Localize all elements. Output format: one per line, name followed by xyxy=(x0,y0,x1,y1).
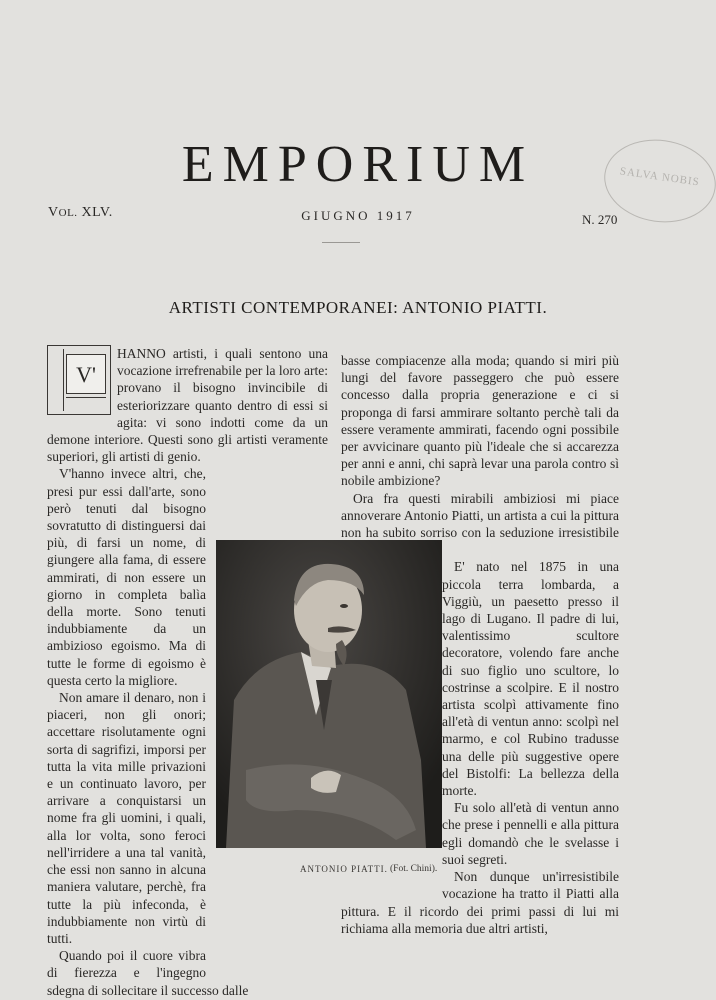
dropcap-border-left xyxy=(51,349,64,411)
dropcap-border-bottom xyxy=(66,397,106,410)
paragraph: Quando poi il cuore vibra di fierezza e l'ingegno sdegna di sollecitare il successo dalle xyxy=(47,948,249,998)
paragraph: E' nato nel 1875 in una piccola terra lombarda, a Viggiù, un paesetto presso il lago di Lugano. Il padre di lui, valentissimo scultore decoratore, volendo fare anche di suo figlio uno scultore, lo costrinse a scolpire. E il nostro artista scolpì attivamente fino all'età di ventun anno: scolpì nel marmo, e col Rubino tradusse una delle più suggestive opere del Bistolfi: La bellezza della morte. xyxy=(442,559,619,799)
paragraph: Ora fra questi mirabili ambiziosi mi piace annoverare Antonio Piatti, un artista a cui la pittura non ha subito sorriso con la seduzione irresistibile xyxy=(341,490,619,541)
photo-credit: (Fot. Chini). xyxy=(390,864,438,874)
dropcap-letter: V' xyxy=(66,354,106,394)
paragraph: Non dunque un'irresistibile vocazione ha tratto il Piatti alla pittura. E il ricordo dei primi passi di lui mi richiama alla memoria due altri artisti, xyxy=(341,869,619,936)
stamp-text: SALVA NOBIS xyxy=(619,165,701,189)
portrait-photo xyxy=(216,540,442,848)
issue-number: N. 270 xyxy=(582,212,618,227)
dropcap-ornament xyxy=(47,345,111,415)
header-rule xyxy=(322,242,360,243)
paragraph: Fu solo all'età di ventun anno che prese i pennelli e alla pittura egli domandò che le svelasse i suoi segreti. xyxy=(442,800,619,867)
paragraph: V'hanno invece altri, che, presi pur essi dall'arte, sono però tenuti dal bisogno sovratutto di distinguersi dai più, di farsi un nome, di giungere alla fama, di essere ammirati, di non essere un giorno in completa balìa della morte. Sono tenuti indubbiamente da un ambizioso egoismo. Ma di tutte le forme di egoismo è questa certo la migliore. xyxy=(47,466,206,688)
portrait-illustration xyxy=(216,540,442,848)
volume-number: XLV. xyxy=(81,205,113,220)
article-title: ARTISTI CONTEMPORANEI: ANTONIO PIATTI. xyxy=(168,298,548,317)
photo-caption: ANTONIO PIATTI. xyxy=(300,864,388,874)
paragraph: HANNO artisti, i quali sentono una vocazione irrefrenabile per la loro arte: provano il bisogno invincibile di esteriorizzare quanto dentro di essi si agita: vi sono indotti come da un demone interiore. Questi sono gli artisti veramente superiori, gli artisti di genio. xyxy=(47,346,329,465)
paragraph: Non amare il denaro, non i piaceri, non gli onori; accettare risolutamente ogni sorta di sagrifizi, imporsi per tutta la vita mille privazioni e un continuato lavoro, per arrivare a conquistarsi un nome fra gli uomini, i quali, alla lor volta, sono feroci nell'irridere a una tal vanità, che essi non sanno in alcuna maniera valutare, perchè, fra tutte la più infeconda, è indubbiamente non virtù di tutti. xyxy=(47,690,206,946)
volume-prefix: V xyxy=(48,205,59,220)
masthead-title: EMPORIUM xyxy=(181,136,535,193)
issue-date: GIUGNO 1917 xyxy=(301,208,415,223)
paragraph: basse compiacenze alla moda; quando si miri più lungi del favore passeggero che può essere concesso dalla propria generazione e ci si proponga di farsi ammirare soltanto perchè tali da essere veramente ammirati, facendo ogni possibile per avvicinare quanto più l'ideale che si accarezza per anni e anni, chi saprà levar una parola contro sì nobile ambizione? xyxy=(341,353,619,489)
volume-prefix-rest: OL. xyxy=(58,207,78,219)
